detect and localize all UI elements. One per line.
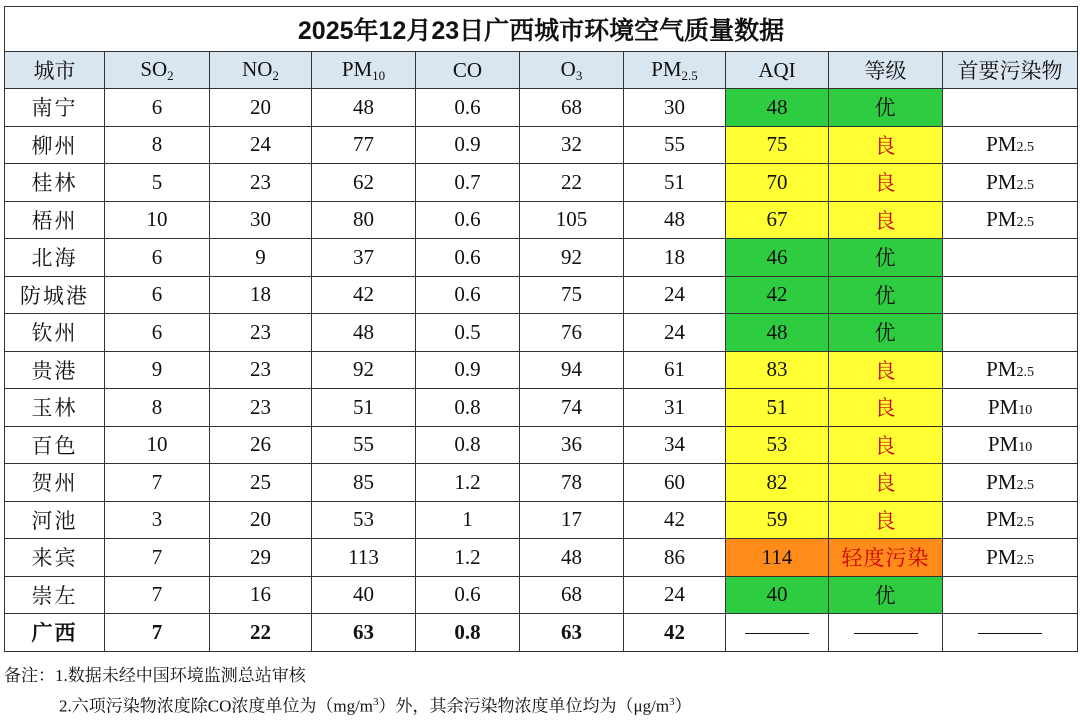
primary-pollutant-name: PM — [986, 132, 1017, 157]
cell-pm10: 77 — [312, 126, 416, 164]
cell-level: 良 — [829, 501, 943, 539]
table-row — [5, 576, 1078, 614]
cell-city: 河池 — [5, 501, 105, 539]
cell-co: 0.6 — [416, 276, 520, 314]
cell-aqi: 51 — [726, 389, 829, 427]
cell-co: 1 — [416, 501, 520, 539]
header-o3: $O_3$ — [520, 52, 624, 89]
cell-co: 0.8 — [416, 426, 520, 464]
primary-pollutant-name: PM — [986, 469, 1017, 494]
table-row — [5, 276, 1078, 314]
cell-o3: 94 — [520, 351, 624, 389]
cell-city: 防城港 — [5, 276, 105, 314]
cell-co: 0.9 — [416, 126, 520, 164]
cell-pm25: 24 — [624, 314, 726, 352]
cell-level: 优 — [829, 89, 943, 127]
cell-co: 0.5 — [416, 314, 520, 352]
cell-pm25: 30 — [624, 89, 726, 127]
cell-o3: 92 — [520, 239, 624, 277]
cell-primary-pollutant — [943, 89, 1078, 127]
cell-no2: 26 — [210, 426, 312, 464]
cell-aqi: 59 — [726, 501, 829, 539]
cell-co: 0.7 — [416, 164, 520, 202]
total-o3: 63 — [520, 614, 624, 652]
cell-pm10: 37 — [312, 239, 416, 277]
cell-pm25: 60 — [624, 464, 726, 502]
table-row — [5, 426, 1078, 464]
cell-co: 0.6 — [416, 576, 520, 614]
cell-primary-pollutant — [943, 539, 1078, 577]
primary-pollutant-subscript: 10 — [1018, 440, 1033, 456]
air-quality-table — [4, 6, 1078, 652]
cell-pm10: 51 — [312, 389, 416, 427]
primary-pollutant-name: PM — [986, 507, 1017, 532]
table-row — [5, 539, 1078, 577]
cell-so2: 9 — [105, 351, 210, 389]
header-so2: $SO_2$ — [105, 52, 210, 89]
cell-pm25: 31 — [624, 389, 726, 427]
cell-aqi: 75 — [726, 126, 829, 164]
cell-no2: 25 — [210, 464, 312, 502]
header-city: 城市 — [5, 52, 105, 89]
cell-co: 0.6 — [416, 201, 520, 239]
cell-pm25: 18 — [624, 239, 726, 277]
cell-level: 良 — [829, 426, 943, 464]
cell-pm25: 86 — [624, 539, 726, 577]
header-aqi: AQI — [726, 52, 829, 89]
cell-pm10: 48 — [312, 89, 416, 127]
cell-level: 优 — [829, 314, 943, 352]
cell-level: 轻度污染 — [829, 539, 943, 577]
cell-level: 良 — [829, 126, 943, 164]
primary-pollutant-name: PM — [986, 544, 1017, 569]
data-rows — [5, 89, 1078, 614]
header-level: 等级 — [829, 52, 943, 89]
primary-pollutant-subscript: 2.5 — [1016, 477, 1034, 493]
total-pm10: 63 — [312, 614, 416, 652]
cell-city: 南宁 — [5, 89, 105, 127]
primary-pollutant-name: PM — [986, 169, 1017, 194]
cell-no2: 23 — [210, 164, 312, 202]
cell-pm10: 40 — [312, 576, 416, 614]
cell-primary-pollutant — [943, 389, 1078, 427]
total-aqi-dash — [726, 614, 829, 652]
total-level-dash — [829, 614, 943, 652]
cell-o3: 78 — [520, 464, 624, 502]
primary-pollutant-name: PM — [987, 432, 1019, 457]
cell-pm10: 55 — [312, 426, 416, 464]
cell-level: 优 — [829, 576, 943, 614]
header-co: CO — [416, 52, 520, 89]
cell-o3: 32 — [520, 126, 624, 164]
cell-no2: 20 — [210, 501, 312, 539]
cell-no2: 9 — [210, 239, 312, 277]
cell-o3: 48 — [520, 539, 624, 577]
primary-pollutant-subscript: 2.5 — [1016, 515, 1034, 531]
total-co: 0.8 — [416, 614, 520, 652]
table-row — [5, 126, 1078, 164]
cell-pm10: 62 — [312, 164, 416, 202]
cell-level: 良 — [829, 389, 943, 427]
cell-pm25: 24 — [624, 576, 726, 614]
cell-o3: 105 — [520, 201, 624, 239]
cell-primary-pollutant — [943, 576, 1078, 614]
cell-so2: 6 — [105, 276, 210, 314]
cell-city: 崇左 — [5, 576, 105, 614]
cell-so2: 6 — [105, 89, 210, 127]
cell-o3: 68 — [520, 89, 624, 127]
cell-o3: 68 — [520, 576, 624, 614]
primary-pollutant-name: PM — [986, 357, 1017, 382]
cell-pm10: 42 — [312, 276, 416, 314]
cell-aqi: 70 — [726, 164, 829, 202]
total-pm25: 42 — [624, 614, 726, 652]
cell-o3: 76 — [520, 314, 624, 352]
cell-so2: 8 — [105, 126, 210, 164]
cell-aqi: 42 — [726, 276, 829, 314]
primary-pollutant-subscript: 2.5 — [1016, 552, 1034, 568]
cell-pm10: 92 — [312, 351, 416, 389]
cell-no2: 23 — [210, 314, 312, 352]
header-pm10: $PM_{10}$ — [312, 52, 416, 89]
cell-city: 桂林 — [5, 164, 105, 202]
cell-aqi: 114 — [726, 539, 829, 577]
cell-city: 北海 — [5, 239, 105, 277]
primary-pollutant-name: PM — [986, 207, 1017, 232]
cell-so2: 8 — [105, 389, 210, 427]
table-row — [5, 389, 1078, 427]
cell-level: 优 — [829, 239, 943, 277]
cell-city: 梧州 — [5, 201, 105, 239]
cell-no2: 24 — [210, 126, 312, 164]
primary-pollutant-subscript: 10 — [1018, 402, 1033, 418]
cell-so2: 7 — [105, 539, 210, 577]
cell-primary-pollutant — [943, 126, 1078, 164]
cell-o3: 22 — [520, 164, 624, 202]
cell-pm25: 51 — [624, 164, 726, 202]
cell-city: 玉林 — [5, 389, 105, 427]
cell-pm25: 61 — [624, 351, 726, 389]
cell-aqi: 67 — [726, 201, 829, 239]
cell-co: 1.2 — [416, 464, 520, 502]
cell-aqi: 46 — [726, 239, 829, 277]
cell-aqi: 48 — [726, 89, 829, 127]
cell-pm10: 85 — [312, 464, 416, 502]
cell-so2: 5 — [105, 164, 210, 202]
table-row — [5, 351, 1078, 389]
cell-primary-pollutant — [943, 464, 1078, 502]
cell-no2: 23 — [210, 389, 312, 427]
cell-aqi: 83 — [726, 351, 829, 389]
header-row — [5, 52, 1078, 89]
notes — [4, 662, 1077, 720]
cell-primary-pollutant — [943, 239, 1078, 277]
cell-primary-pollutant — [943, 426, 1078, 464]
note-line-1: 备注：1.数据未经中国环境监测总站审核 — [4, 666, 306, 685]
cell-o3: 74 — [520, 389, 624, 427]
cell-city: 来宾 — [5, 539, 105, 577]
cell-pm10: 53 — [312, 501, 416, 539]
header-no2: $NO_2$ — [210, 52, 312, 89]
cell-co: 0.6 — [416, 89, 520, 127]
cell-o3: 17 — [520, 501, 624, 539]
cell-pm10: 48 — [312, 314, 416, 352]
table-row — [5, 501, 1078, 539]
report — [4, 6, 1077, 652]
cell-so2: 7 — [105, 464, 210, 502]
cell-no2: 29 — [210, 539, 312, 577]
table-title: 2025年12月23日广西城市环境空气质量数据 — [5, 7, 1078, 52]
cell-city: 钦州 — [5, 314, 105, 352]
cell-aqi: 53 — [726, 426, 829, 464]
cell-no2: 18 — [210, 276, 312, 314]
cell-primary-pollutant — [943, 351, 1078, 389]
cell-so2: 10 — [105, 201, 210, 239]
cell-so2: 10 — [105, 426, 210, 464]
cell-primary-pollutant — [943, 501, 1078, 539]
cell-pm25: 42 — [624, 501, 726, 539]
cell-primary-pollutant — [943, 164, 1078, 202]
total-no2: 22 — [210, 614, 312, 652]
cell-co: 1.2 — [416, 539, 520, 577]
total-row — [5, 614, 1078, 652]
cell-no2: 16 — [210, 576, 312, 614]
cell-o3: 75 — [520, 276, 624, 314]
cell-o3: 36 — [520, 426, 624, 464]
primary-pollutant-subscript: 2.5 — [1016, 140, 1034, 156]
cell-co: 0.6 — [416, 239, 520, 277]
cell-no2: 20 — [210, 89, 312, 127]
title-row — [5, 7, 1078, 52]
primary-pollutant-subscript: 2.5 — [1016, 365, 1034, 381]
cell-pm10: 80 — [312, 201, 416, 239]
cell-pm25: 55 — [624, 126, 726, 164]
cell-so2: 6 — [105, 239, 210, 277]
cell-co: 0.9 — [416, 351, 520, 389]
table-row — [5, 89, 1078, 127]
cell-level: 优 — [829, 276, 943, 314]
cell-co: 0.8 — [416, 389, 520, 427]
cell-level: 良 — [829, 201, 943, 239]
total-primary-dash — [943, 614, 1078, 652]
table-row — [5, 314, 1078, 352]
header-pm25: $PM_{2.5}$ — [624, 52, 726, 89]
header-primary: 首要污染物 — [943, 52, 1078, 89]
cell-level: 良 — [829, 164, 943, 202]
cell-no2: 30 — [210, 201, 312, 239]
table-row — [5, 164, 1078, 202]
cell-aqi: 40 — [726, 576, 829, 614]
cell-primary-pollutant — [943, 201, 1078, 239]
primary-pollutant-subscript: 2.5 — [1016, 215, 1034, 231]
cell-pm25: 24 — [624, 276, 726, 314]
table-row — [5, 201, 1078, 239]
primary-pollutant-name: PM — [987, 394, 1019, 419]
cell-city: 贵港 — [5, 351, 105, 389]
cell-so2: 3 — [105, 501, 210, 539]
total-so2: 7 — [105, 614, 210, 652]
cell-so2: 7 — [105, 576, 210, 614]
cell-city: 贺州 — [5, 464, 105, 502]
cell-city: 柳州 — [5, 126, 105, 164]
cell-no2: 23 — [210, 351, 312, 389]
cell-level: 良 — [829, 464, 943, 502]
cell-primary-pollutant — [943, 276, 1078, 314]
cell-pm25: 34 — [624, 426, 726, 464]
cell-pm25: 48 — [624, 201, 726, 239]
cell-aqi: 48 — [726, 314, 829, 352]
cell-primary-pollutant — [943, 314, 1078, 352]
cell-city: 百色 — [5, 426, 105, 464]
cell-so2: 6 — [105, 314, 210, 352]
table-row — [5, 239, 1078, 277]
note-line-2: 2.六项污染物浓度除CO浓度单位为$(mg/m^3)$外，其余污染物浓度单位均为$(\mu g/m^3)$ — [59, 696, 692, 716]
total-city: 广西 — [5, 614, 105, 652]
cell-pm10: 113 — [312, 539, 416, 577]
primary-pollutant-subscript: 2.5 — [1016, 177, 1034, 193]
cell-aqi: 82 — [726, 464, 829, 502]
cell-level: 良 — [829, 351, 943, 389]
table-row — [5, 464, 1078, 502]
